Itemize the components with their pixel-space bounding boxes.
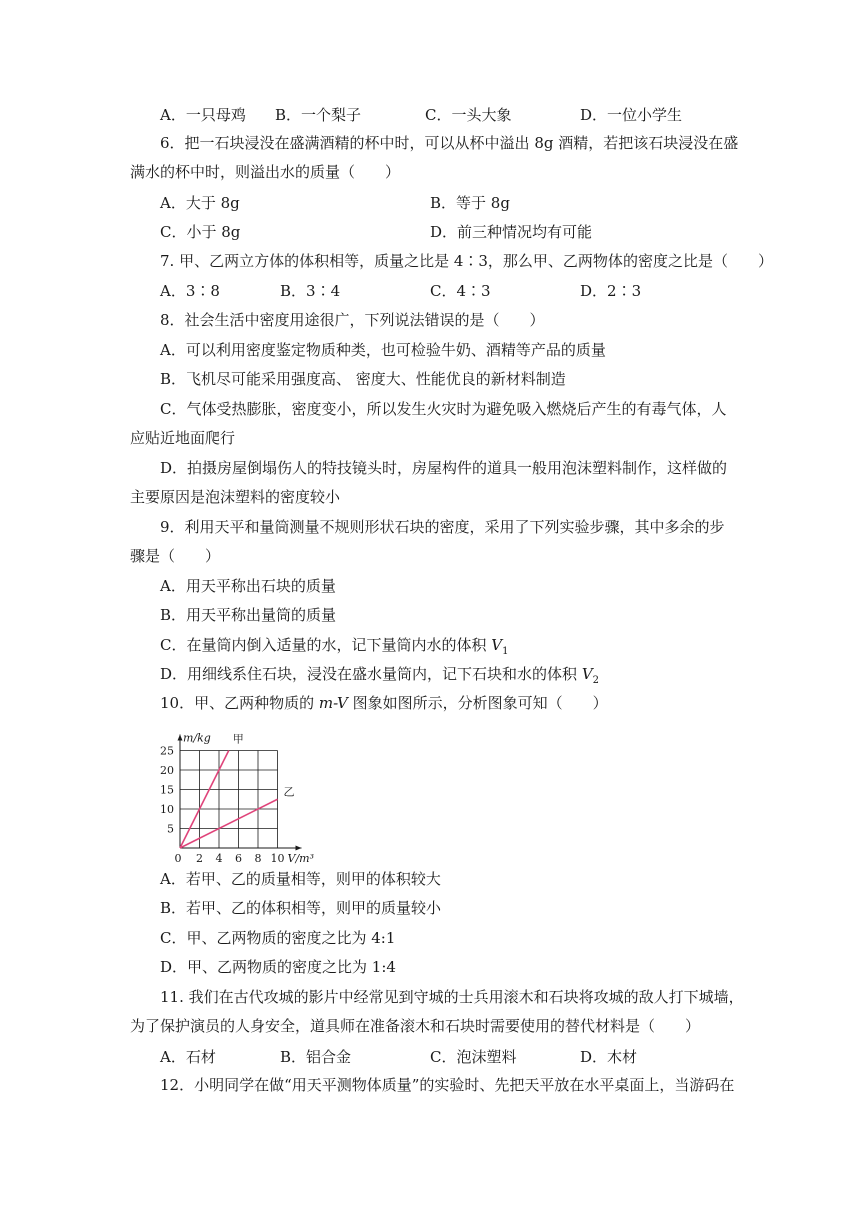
q9-option-c-text: C．在量筒内倒入适量的水，记下量筒内水的体积	[160, 636, 492, 654]
q9-option-c	[160, 635, 508, 662]
q5-option-d: D．一位小学生	[580, 106, 683, 124]
q11-option-c: C．泡沫塑料	[430, 1048, 517, 1066]
q6-option-c: C．小于 8g	[160, 223, 241, 241]
q7-options	[160, 280, 720, 301]
series-line-0	[180, 751, 229, 849]
x-tick-label-2: 6	[235, 852, 242, 864]
q7-option-a: A．3∶8	[160, 282, 220, 300]
y-axis-label: m/kg	[183, 731, 211, 745]
x-axis-label: V/m³	[287, 852, 314, 864]
q11-option-d: D．木材	[580, 1048, 638, 1066]
q8-option-a: A．可以利用密度鉴定物质种类，也可检验牛奶、酒精等产品的质量	[160, 341, 606, 359]
chart-labels	[160, 732, 314, 865]
q11-option-b: B．铝合金	[280, 1048, 352, 1066]
q9-option-d-sub: 2	[592, 675, 600, 686]
q6-stem-line2: 满水的杯中时，则溢出水的质量（ ）	[130, 163, 401, 181]
q6-option-d: D．前三种情况均有可能	[430, 223, 593, 241]
q6-stem-line1: 6．把一石块浸没在盛满酒精的杯中时，可以从杯中溢出 8g 酒精，若把该石块浸没在盛	[160, 134, 739, 152]
q5-option-b: B．一个梨子	[275, 106, 362, 124]
q6-option-a: A．大于 8g	[160, 194, 240, 212]
q10-option-d: D．甲、乙两物质的密度之比为 1:4	[160, 958, 396, 976]
q9-option-b: B．用天平称出量筒的质量	[160, 606, 337, 624]
q8-stem: 8．社会生活中密度用途很广，下列说法错误的是（ ）	[160, 311, 545, 329]
q10-option-b: B．若甲、乙的体积相等，则甲的质量较小	[160, 899, 442, 917]
q8-option-c-line2: 应贴近地面爬行	[130, 429, 236, 447]
q11-stem-line2: 为了保护演员的人身安全，道具师在准备滚木和石块时需要使用的替代材料是（ ）	[130, 1017, 701, 1035]
q6-option-b: B．等于 8g	[430, 194, 510, 212]
q11-options	[160, 1046, 720, 1067]
q5-option-c: C．一头大象	[425, 106, 512, 124]
q9-option-d-var: V	[581, 665, 593, 683]
q11-stem-line1: 11. 我们在古代攻城的影片中经常见到守城的士兵用滚木和石块将攻城的敌人打下城墙，	[160, 988, 744, 1006]
q8-option-d-line1: D．拍摄房屋倒塌伤人的特技镜头时，房屋构件的道具一般用泡沫塑料制作，这样做的	[160, 459, 728, 477]
y-axis-arrow	[178, 735, 183, 741]
q10-stem-post: 图象如图所示，分析图象可知（ ）	[347, 694, 608, 712]
x-tick-label-4: 10	[270, 852, 285, 864]
x-tick-label-0: 2	[196, 852, 203, 864]
chart-series	[180, 751, 278, 849]
y-tick-label-4: 25	[160, 744, 174, 758]
q11-option-a: A．石材	[160, 1048, 216, 1066]
series-label-0: 甲	[232, 732, 244, 746]
y-tick-label-1: 10	[160, 803, 174, 816]
q7-option-d: D．2∶3	[580, 282, 642, 300]
q7-option-b: B．3∶4	[280, 282, 341, 300]
origin-label: 0	[174, 852, 182, 864]
y-tick-label-3: 20	[160, 764, 174, 777]
q5-options	[160, 104, 720, 125]
x-tick-label-3: 8	[254, 852, 262, 864]
q10-option-c: C．甲、乙两物质的密度之比为 4:1	[160, 929, 396, 947]
series-line-1	[180, 799, 278, 848]
chart-grid	[180, 751, 278, 849]
x-tick-label-1: 4	[215, 852, 223, 864]
y-tick-label-0: 5	[167, 822, 174, 836]
q8-option-d-line2: 主要原因是泡沫塑料的密度较小	[130, 488, 341, 506]
y-tick-label-2: 15	[160, 783, 174, 797]
q7-option-c: C．4∶3	[430, 282, 491, 300]
q9-option-c-sub: 1	[502, 646, 509, 657]
q10-stem-pre: 10．甲、乙两种物质的	[160, 694, 319, 712]
q8-option-b: B．飞机尽可能采用强度高、 密度大、性能优良的新材料制造	[160, 370, 566, 388]
q10-stem-var: m-V	[318, 694, 348, 712]
x-axis-arrow	[296, 846, 302, 851]
q5-option-a: A．一只母鸡	[160, 106, 246, 124]
q9-option-c-var: V	[491, 636, 503, 654]
q9-option-d	[160, 664, 599, 691]
q10-option-a: A．若甲、乙的质量相等，则甲的体积较大	[160, 870, 441, 888]
series-label-1: 乙	[283, 785, 295, 799]
q8-option-c-line1: C．气体受热膨胀，密度变小，所以发生火灾时为避免吸入燃烧后产生的有毒气体，人	[160, 400, 727, 418]
q6-options-row2	[160, 221, 592, 242]
q12-stem: 12．小明同学在做“用天平测物体质量”的实验时、先把天平放在水平桌面上，当游码在	[160, 1076, 735, 1094]
q7-stem: 7. 甲、乙两立方体的体积相等，质量之比是 4∶3，那么甲、乙两物体的密度之比是（ ）	[160, 252, 773, 270]
q10-stem	[160, 693, 608, 713]
q9-option-d-text: D．用细线系住石块，浸没在盛水量筒内，记下石块和水的体积	[160, 665, 582, 683]
q9-option-a: A．用天平称出石块的质量	[160, 577, 336, 595]
m-v-graph	[150, 722, 330, 864]
q9-stem-line2: 骤是（ ）	[130, 547, 221, 565]
q9-stem-line1: 9．利用天平和量筒测量不规则形状石块的密度，采用了下列实验步骤，其中多余的步	[160, 518, 725, 536]
q6-options-row1	[160, 192, 510, 213]
